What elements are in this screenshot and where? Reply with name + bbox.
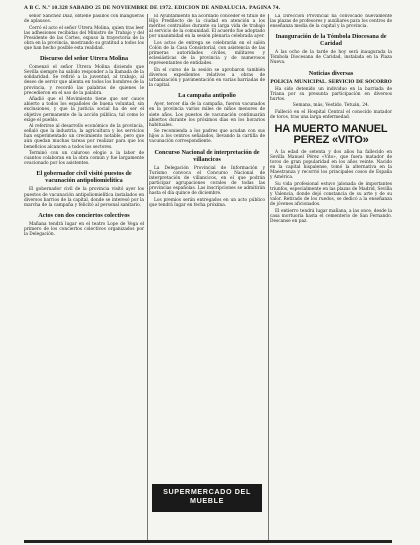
- advertisement-banner: SUPERMERCADO DEL MUEBLE: [152, 484, 262, 512]
- paragraph: En el curso de la sesión se aprobaron también diversos expedientes relativos a obras de urbanización y pavimentación en varias barriadas de la capital.: [149, 67, 265, 89]
- paragraph: A las ocho de la tarde de hoy será inaugurada la Tómbola Diocesana de Caridad, instalada en la Plaza Nueva.: [270, 50, 392, 66]
- section-subhead: POLICIA MUNICIPAL. SERVICIO DE SOCORRO: [270, 79, 392, 85]
- dateline: Semana, más, Vestido. Tetuán, 24.: [292, 103, 370, 109]
- paragraph: Ayer, tercer día de la campaña, fueron vacunados en la provincia varios miles de niños menores de siete años. Los puestos de vacunación continuarán abiertos durante los próximos días en los horarios habituales.: [149, 102, 265, 128]
- column-3: [270, 14, 392, 540]
- paragraph: señor Sánchez Díaz, obtiene pasillos con mangueras de aplausos.: [24, 14, 144, 25]
- paragraph: El entierro tendrá lugar mañana, a las once, desde la casa mortuoria hasta el cementerio de San Fernando. Descanse en paz.: [270, 208, 392, 224]
- paragraph: La Dirección Provincial ha convocado nuevamente las plazas de profesores y auxiliares para los centros de enseñanza media de la capital y la provincia.: [270, 14, 392, 30]
- article-headline: El gobernador civil visitó puestos de vacunación antipoliomielítica: [36, 170, 132, 185]
- paragraph: Se recomienda a los padres que acudan con sus hijos a los centros señalados, llevando la cartilla de vacunación correspondiente.: [149, 129, 265, 145]
- article-headline: Inauguración de la Tómbola Diocesana de Caridad: [275, 33, 387, 48]
- column-1: [24, 14, 144, 540]
- paragraph: El Ayuntamiento ha acordado conceder el título de Hijo Predilecto de la ciudad en atención a los méritos contraídos durante su larga vida de trabajo al servicio de la comunidad. El acuerdo fue adoptado por unanimidad en la sesión plenaria celebrada ayer.: [149, 14, 265, 40]
- paragraph: Terminó con un caluroso elogio a la labor de cuantos colaboran en la obra común y fue largamente ovacionado por los asistentes.: [24, 151, 144, 167]
- paragraph: El gobernador civil de la provincia visitó ayer los puestos de vacunación antipoliomielítica instalados en diversos barrios de la capital, donde se interesó por la marcha de la campaña y felicitó al personal sanitario.: [24, 187, 144, 208]
- paragraph: Los premios serán entregados en un acto público que tendrá lugar en fecha próxima.: [149, 197, 265, 208]
- article-headline: Concurso Nacional de interpretación de villancicos: [154, 148, 260, 163]
- paragraph: Cerró el acto el señor Utrera Molina, quien tras leer las adhesiones recibidas del Ministro de Trabajo y del Presidente de las Cortes, expuso la trayectoria de la obra en la provincia, mostrando su gratitud a todos los que han hecho posible esta realidad.: [24, 25, 144, 52]
- paragraph: Mañana tendrá lugar en el teatro Lope de Vega el primero de los conciertos colectivos organizados por la Delegación.: [24, 221, 144, 237]
- column-2: [149, 14, 265, 540]
- column-rule: [147, 14, 148, 540]
- paragraph: La Delegación Provincial de Información y Turismo convoca el Concurso Nacional de interpretación de villancicos, en el que podrán participar agrupaciones corales de todas las provincias españolas. Las inscripciones se admitirán hasta el día quince de diciembre.: [149, 165, 265, 197]
- paragraph: Falleció en el Hospital Central el conocido matador de toros, tras una larga enfermedad.: [270, 109, 392, 120]
- paragraph: Comenzó el señor Utrera Molina diciendo que Sevilla siempre ha sabido responder a la llamada de la solidaridad. Se refirió a la juventud, al trabajo, al deseo de servir que alienta en todos los hombres de la provincia, y recordó las palabras de quienes le precedieron en el uso de la palabra.: [24, 65, 144, 96]
- article-headline: Discurso del señor Utrera Molina: [39, 55, 129, 63]
- running-header: A B C. N.º 10.328 SABADO 25 DE NOVIEMBRE DE 1972. EDICION DE ANDALUCIA. PAGINA 74.: [24, 5, 281, 11]
- paragraph: Al referirse al desarrollo económico de la provincia, señaló que la industria, la agricultura y los servicios han experimentado un crecimiento notable, pero que aún quedan muchas tareas por realizar para que los beneficios alcancen a todos los sectores.: [24, 124, 144, 150]
- paragraph: Su vida profesional estuvo jalonada de importantes triunfos, especialmente en las plazas de Madrid, Sevilla y Valencia, donde dejó constancia de su arte y de su valor. Retirado de los ruedos, se dedicó a la enseñanza de jóvenes aficionados.: [270, 181, 392, 208]
- paragraph: Los actos de entrega se celebrarán en el salón Colón de la Casa Consistorial, con asistencia de las primeras autoridades civiles, militares y eclesiásticas de la provincia y de numerosos representantes de entidades.: [149, 40, 265, 67]
- bottom-rule: [24, 540, 392, 543]
- article-headline: Actos con dos conciertos colectivos: [38, 211, 130, 219]
- article-headline: Noticias diversas: [308, 69, 354, 77]
- paragraph: A la edad de setenta y dos años ha fallecido en Sevilla Manuel Pérez «Vito», que fuera matador de toros de gran popularidad en los años veinte. Nacido en la capital hispalense, tomó la alternativa en la Maestranza y recorrió los principales cosos de España y América.: [270, 149, 392, 181]
- column-rule: [268, 14, 269, 540]
- paragraph: Ha sido detenido un individuo en la barriada de Triana por su presunta participación en diversos hurtos.: [270, 86, 392, 102]
- paragraph: Añadió que el Movimiento tiene que ser cauce abierto a todos los españoles de buena voluntad, sin exclusiones, y que la justicia social ha de ser el objetivo permanente de la acción pública, tal como lo exige el pueblo.: [24, 97, 144, 123]
- article-headline: HA MUERTO MANUEL PEREZ «VITO»: [274, 122, 388, 147]
- article-headline: La campaña antipolio: [178, 92, 236, 100]
